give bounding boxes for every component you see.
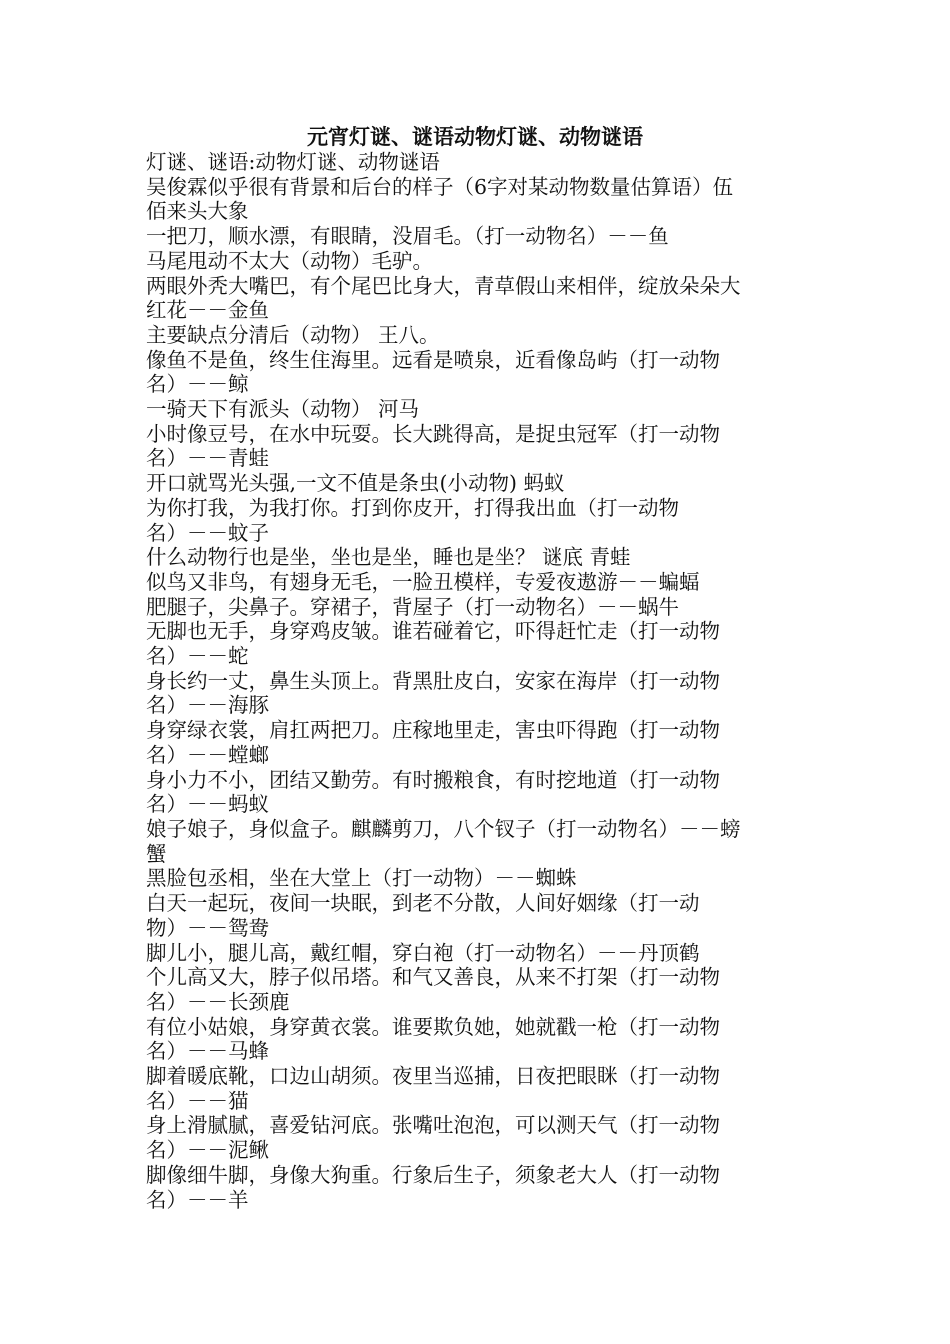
text-line: 名）－－长颈鹿 [146,989,290,1014]
text-line: 名）－－鲸 [146,372,249,397]
text-line: 蟹 [146,841,167,866]
text-line: 马尾甩动不太大（动物）毛驴。 [146,248,433,273]
text-line: 灯谜、谜语:动物灯谜、动物谜语 [146,150,440,174]
text-line: 娘子娘子，身似盒子。麒麟剪刀，八个钗子（打一动物名）－－螃 [146,816,741,841]
text-line: 小时像豆号，在水中玩耍。长大跳得高，是捉虫冠军（打一动物 [146,421,720,446]
text-line: 名）－－猫 [146,1088,249,1113]
text-line: 身穿绿衣裳，肩扛两把刀。庄稼地里走，害虫吓得跑（打一动物 [146,718,720,743]
text-line: 名）－－海豚 [146,693,269,718]
text-line: 身长约一丈，鼻生头顶上。背黑肚皮白，安家在海岸（打一动物 [146,668,720,693]
text-line: 像鱼不是鱼，终生住海里。远看是喷泉，近看像岛屿（打一动物 [146,347,720,372]
text-line: 名）－－羊 [146,1187,249,1212]
text-line: 肥腿子，尖鼻子。穿裙子，背屋子（打一动物名）－－蜗牛 [146,594,679,619]
text-line: 脚着暖底靴，口边山胡须。夜里当巡捕，日夜把眼眯（打一动物 [146,1064,720,1089]
text-line: 白天一起玩，夜间一块眠，到老不分散，人间好姻缘（打一动 [146,891,700,916]
text-line: 佰来头大象 [146,199,249,224]
text-line: 名）－－泥鳅 [146,1138,269,1163]
text-line: 身上滑腻腻，喜爱钻河底。张嘴吐泡泡，可以测天气（打一动物 [146,1113,720,1138]
text-line: 为你打我，为我打你。打到你皮开，打得我出血（打一动物 [146,495,679,520]
document-title: 元宵灯谜、谜语动物灯谜、动物谜语 [307,124,643,149]
text-line: 一骑天下有派头（动物） 河马 [146,397,420,422]
text-line: 名）－－蚂蚁 [146,792,269,817]
text-line: 有位小姑娘，身穿黄衣裳。谁要欺负她，她就戳一枪（打一动物 [146,1014,720,1039]
text-line: 主要缺点分清后（动物） 王八。 [146,322,440,347]
text-line: 名）－－青蛙 [146,446,269,471]
text-line: 个儿高又大，脖子似吊塔。和气又善良，从来不打架（打一动物 [146,965,720,990]
text-line: 名）－－蛇 [146,644,249,669]
text-line: 名）－－蚊子 [146,520,269,545]
text-line: 名）－－螳螂 [146,742,269,767]
text-line: 什么动物行也是坐，坐也是坐，睡也是坐？ 谜底 青蛙 [146,545,631,570]
text-line: 无脚也无手，身穿鸡皮皱。谁若碰着它，吓得赶忙走（打一动物 [146,619,720,644]
document-body [146,150,798,1212]
text-line: 一把刀，顺水漂，有眼睛，没眉毛。（打一动物名）－－鱼 [146,224,669,249]
text-line: 脚儿小，腿儿高，戴红帽，穿白袍（打一动物名）－－丹顶鹤 [146,940,700,965]
text-line: 脚像细牛脚，身像大狗重。行象后生子，须象老大人（打一动物 [146,1162,720,1187]
text-line: 红花－－金鱼 [146,298,269,323]
text-line: 黑脸包丞相，坐在大堂上（打一动物）－－蜘蛛 [146,866,577,891]
text-line: 吴俊霖似乎很有背景和后台的样子（6字对某动物数量估算语）伍 [146,174,734,199]
text-line: 名）－－马蜂 [146,1039,269,1064]
text-line: 似鸟又非鸟，有翅身无毛，一脸丑模样，专爱夜遨游－－蝙蝠 [146,569,700,594]
text-line: 开口就骂光头强,一文不值是条虫(小动物) 蚂蚁 [146,471,565,496]
text-line: 两眼外秃大嘴巴，有个尾巴比身大，青草假山来相伴，绽放朵朵大 [146,273,741,298]
text-line: 身小力不小，团结又勤劳。有时搬粮食，有时挖地道（打一动物 [146,767,720,792]
text-line: 物）－－鸳鸯 [146,915,269,940]
